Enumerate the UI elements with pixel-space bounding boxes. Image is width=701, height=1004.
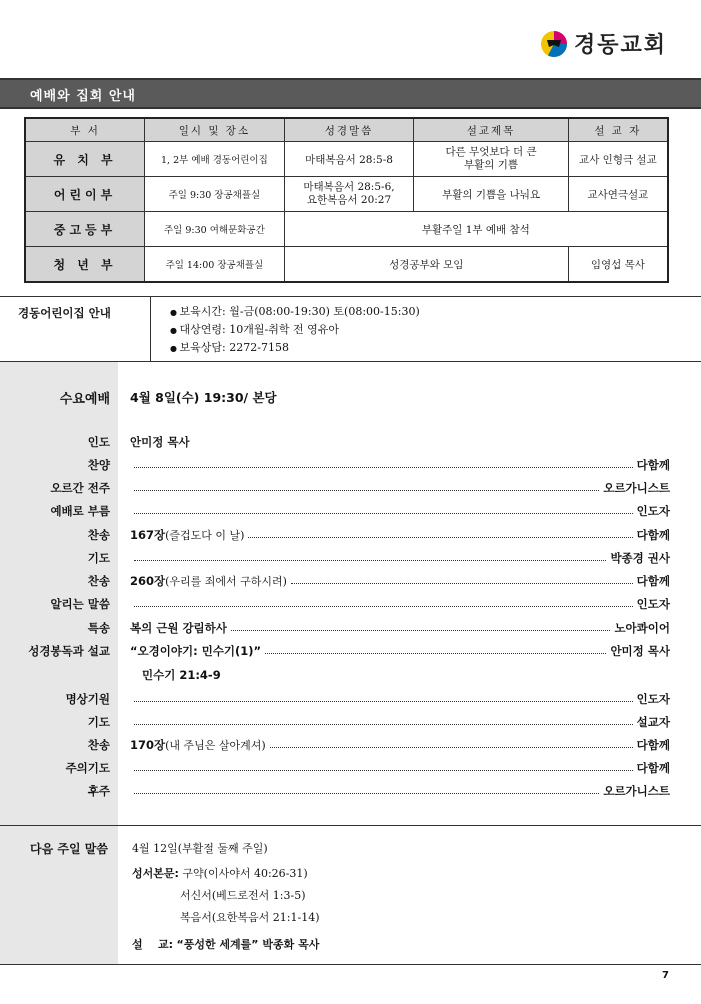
- order-label: 명상기원: [65, 692, 110, 706]
- church-emblem-icon: [540, 30, 568, 58]
- list-item: ● 보육상담: 2272-7158: [170, 339, 420, 357]
- order-item-title: 167장: [130, 528, 166, 542]
- order-label: 인도: [87, 435, 110, 449]
- sermon-cell: 다른 무엇보다 더 큰 부활의 기쁨: [414, 142, 568, 177]
- reading-item: 복음서(요한복음서 21:1-14): [180, 911, 320, 924]
- order-item-person: 다함께: [636, 761, 670, 775]
- daycare-label: 경동어린이집 안내: [18, 306, 111, 320]
- daycare-divider: [150, 296, 151, 361]
- column-header: 성경말씀: [284, 118, 414, 142]
- order-label: 오르간 전주: [50, 481, 110, 495]
- order-item-detail: (즐겁도다 이 날): [165, 529, 245, 542]
- merged-cell: 성경공부와 모임: [284, 247, 568, 283]
- worship-title-row: [0, 386, 670, 408]
- daycare-info-list: [170, 303, 420, 357]
- dotted-leader: [134, 701, 633, 702]
- column-header: 설 교 자: [568, 118, 668, 142]
- order-label: 찬송: [87, 528, 110, 542]
- column-header: 일시 및 장소: [145, 118, 285, 142]
- dept-cell: 유 치 부: [25, 142, 145, 177]
- order-item-person: 다함께: [636, 574, 670, 588]
- order-row: [0, 570, 670, 592]
- order-item-detail: (내 주님은 살아계셔): [165, 739, 266, 752]
- dotted-leader: [265, 653, 606, 654]
- time-cell: 주일 14:00 장공채플실: [145, 247, 285, 283]
- reading-item: 서신서(베드로전서 1:3-5): [180, 889, 306, 902]
- order-item-person: 인도자: [636, 692, 670, 706]
- logo-text: 경동교회: [573, 33, 667, 58]
- time-cell: 주일 9:30 여해문화공간: [145, 212, 285, 247]
- table-row: [25, 247, 668, 283]
- order-item-person: 다함께: [636, 528, 670, 542]
- scripture-cell: 마태복음서 28:5-6, 요한복음서 20:27: [284, 177, 414, 212]
- order-row: [0, 640, 670, 662]
- page-number: 7: [662, 970, 669, 981]
- dotted-leader: [134, 490, 599, 491]
- dotted-leader: [134, 724, 633, 725]
- order-row: [0, 477, 670, 499]
- dotted-leader: [134, 467, 633, 468]
- dept-cell: 청 년 부: [25, 247, 145, 283]
- readings-block: [132, 865, 308, 881]
- order-label: 기도: [87, 715, 110, 729]
- order-item-person: 다함께: [636, 738, 670, 752]
- preacher-cell: 교사 인형극 설교: [568, 142, 668, 177]
- order-row: [0, 711, 670, 733]
- order-label: 알리는 말씀: [50, 597, 110, 611]
- sermon-label: 설 교:: [132, 938, 173, 951]
- order-row: [0, 757, 670, 779]
- dotted-leader: [134, 793, 599, 794]
- order-row: [0, 734, 670, 756]
- order-label: 기도: [87, 551, 110, 565]
- order-item-detail: (우리를 죄에서 구하시려): [165, 575, 287, 588]
- table-row: [25, 212, 668, 247]
- dotted-leader: [270, 747, 633, 748]
- worship-title: 4월 8일(수) 19:30/ 본당: [130, 390, 277, 405]
- order-row: [0, 547, 670, 569]
- section-header-bar: [0, 78, 701, 109]
- order-row: [0, 593, 670, 615]
- dotted-leader: [291, 583, 633, 584]
- order-item-title: 260장: [130, 574, 166, 588]
- order-item-title: 복의 근원 강림하사: [130, 621, 227, 635]
- department-schedule-table: [24, 117, 669, 283]
- order-item-person: 박종경 권사: [610, 551, 670, 565]
- order-row: [0, 431, 670, 453]
- order-label: 주의기도: [65, 761, 110, 775]
- time-cell: 주일 9:30 장공채플실: [145, 177, 285, 212]
- next-week-label: 다음 주일 말씀: [30, 842, 108, 856]
- order-item-person: 다함께: [636, 458, 670, 472]
- order-item-person: 노아콰이어: [614, 621, 670, 635]
- sermon-cell: 부활의 기쁨을 나눠요: [414, 177, 568, 212]
- list-item: ● 보육시간: 월-금(08:00-19:30) 토(08:00-15:30): [170, 303, 420, 321]
- order-row: [0, 500, 670, 522]
- column-header: 설교제목: [414, 118, 568, 142]
- dotted-leader: [134, 513, 633, 514]
- order-label: 예배로 부름: [50, 504, 110, 518]
- order-row: [0, 688, 670, 710]
- dept-cell: 어린이부: [25, 177, 145, 212]
- time-cell: 1, 2부 예배 경동어린이집: [145, 142, 285, 177]
- order-item-person: 인도자: [636, 597, 670, 611]
- order-label: 찬양: [87, 458, 110, 472]
- scripture-cell: 마태복음서 28:5-8: [284, 142, 414, 177]
- table-row: [25, 177, 668, 212]
- order-label: 찬송: [87, 738, 110, 752]
- order-row: [0, 617, 670, 639]
- dotted-leader: [134, 560, 606, 561]
- order-item-person: 안미정 목사: [610, 644, 670, 658]
- order-item-title: 170장: [130, 738, 166, 752]
- merged-cell: 부활주일 1부 예배 참석: [284, 212, 668, 247]
- order-item-person: 인도자: [636, 504, 670, 518]
- sermon-block: [132, 936, 319, 952]
- dotted-leader: [231, 630, 611, 631]
- table-header-row: [25, 118, 668, 142]
- next-sermon: “풍성한 세계를” 박종화 목사: [176, 938, 320, 951]
- order-item-person: 설교자: [636, 715, 670, 729]
- dotted-leader: [134, 606, 633, 607]
- dotted-leader: [248, 537, 632, 538]
- order-label: 후주: [87, 784, 110, 798]
- preacher-cell: 임영섭 목사: [568, 247, 668, 283]
- dotted-leader: [134, 770, 633, 771]
- list-item: ● 대상연령: 10개월-취학 전 영유아: [170, 321, 420, 339]
- preacher-cell: 교사연극설교: [568, 177, 668, 212]
- order-item-person: 오르가니스트: [603, 481, 670, 495]
- order-row: [0, 780, 670, 802]
- order-row: [0, 524, 670, 546]
- order-label: 찬송: [87, 574, 110, 588]
- divider: [0, 964, 701, 965]
- divider: [0, 296, 701, 297]
- church-logo: [540, 28, 667, 59]
- order-label: 성경봉독과 설교: [28, 644, 110, 658]
- order-item-person: 오르가니스트: [603, 784, 670, 798]
- order-item-detail: 안미정 목사: [130, 435, 190, 449]
- table-row: [25, 142, 668, 177]
- section-title: 예배와 집회 안내: [30, 89, 136, 104]
- readings-label: 성서본문:: [132, 867, 179, 880]
- order-item-title: “오경이야기: 민수기(1)”: [130, 644, 262, 658]
- order-row: [0, 454, 670, 476]
- column-header: 부 서: [25, 118, 145, 142]
- reading-item: 구약(이사야서 40:26-31): [182, 867, 308, 880]
- order-row: [0, 664, 670, 686]
- worship-label: 수요예배: [59, 391, 110, 407]
- order-item-title: 민수기 21:4-9: [142, 668, 221, 682]
- dept-cell: 중고등부: [25, 212, 145, 247]
- next-week-date: 4월 12일(부활절 둘째 주일): [132, 842, 268, 855]
- order-label: 특송: [87, 621, 110, 635]
